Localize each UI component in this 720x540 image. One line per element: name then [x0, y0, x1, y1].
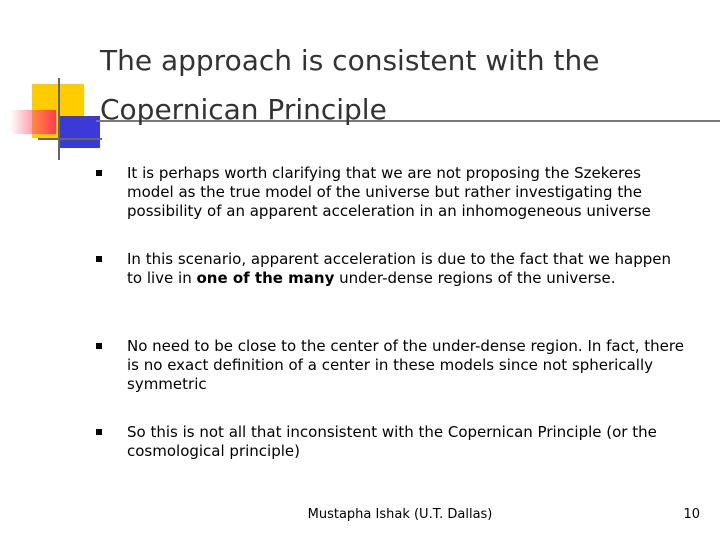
bullet-text-2-bold: one of the many [196, 269, 335, 287]
bullet-item-1 [96, 164, 696, 221]
square-bullet-icon [96, 170, 102, 176]
bullet-text-1: It is perhaps worth clarifying that we are not proposing the Szekeres model as the true model of the universe but rather investigating the possibility of an apparent acceleration in an inhomogeneous universe [127, 164, 651, 220]
bullet-text-3: No need to be close to the center of the under-dense region. In fact, there is no exact definition of a center in these models since not spherically symmetric [127, 337, 684, 393]
bullet-text-4: So this is not all that inconsistent with the Copernican Principle (or the cosmological principle) [127, 423, 657, 460]
square-bullet-icon [96, 343, 102, 349]
slide-title-line-1: The approach is consistent with the [100, 44, 600, 77]
bullet-item-3 [96, 337, 696, 394]
bullet-text-2-after: under-dense regions of the universe. [334, 269, 616, 287]
square-bullet-icon [96, 256, 102, 262]
decor-red-bar [10, 110, 56, 134]
decor-vertical-line [58, 78, 60, 160]
decor-blue-square [60, 116, 100, 148]
slide-title-line-2: Copernican Principle [100, 93, 387, 126]
square-bullet-icon [96, 429, 102, 435]
bullet-text-2 [127, 250, 689, 288]
bullet-item-2 [96, 250, 696, 288]
bullet-item-4 [96, 423, 696, 461]
page-number: 10 [683, 507, 700, 522]
decor-horizontal-line [38, 138, 102, 140]
footer-author: Mustapha Ishak (U.T. Dallas) [307, 507, 493, 522]
slide-title [100, 36, 700, 134]
bullet-text-2-before: In this scenario, apparent acceleration is due to the fact that we happen to live in [127, 250, 672, 287]
